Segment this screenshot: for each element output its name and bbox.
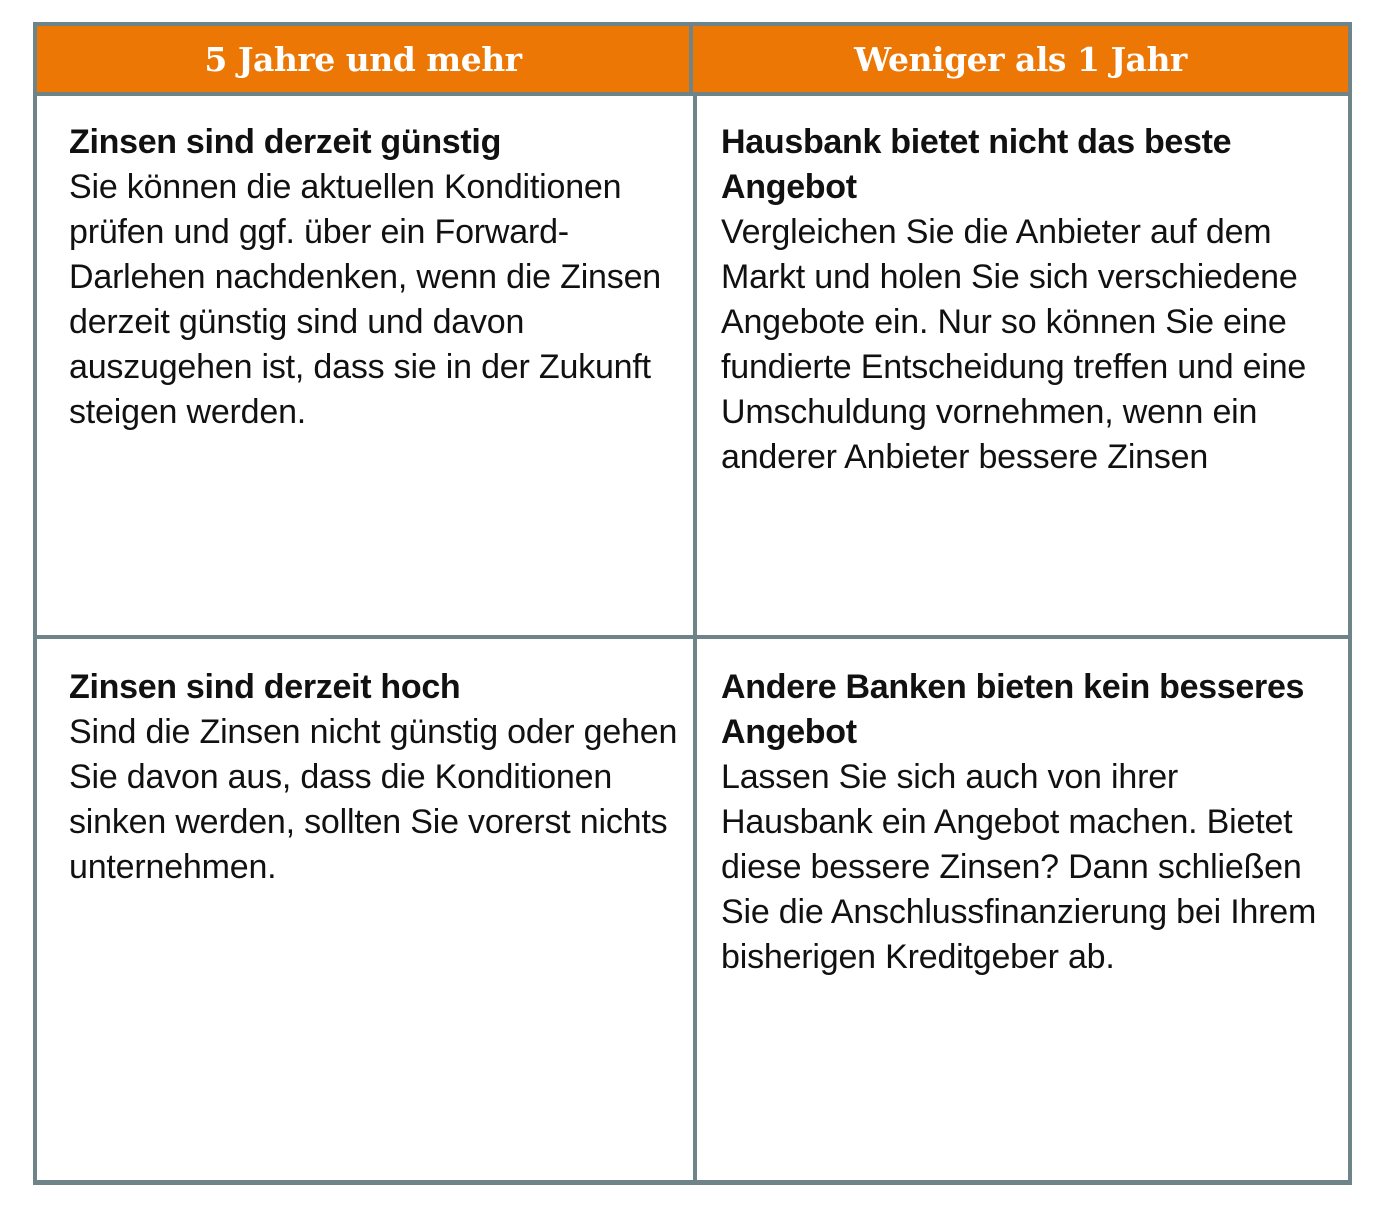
- row-divider: [37, 635, 1348, 639]
- table-cell-hausbank-not-best: [721, 120, 1331, 480]
- table-cell-other-banks-no-better: [721, 665, 1331, 980]
- cell-title: Zinsen sind derzeit günstig: [69, 123, 502, 161]
- column-header-less-than-1-year: Weniger als 1 Jahr: [854, 39, 1187, 79]
- cell-title: Zinsen sind derzeit hoch: [69, 668, 461, 706]
- column-header-5-years-plus: 5 Jahre und mehr: [37, 26, 693, 92]
- cell-body: Sind die Zinsen nicht günstig oder gehen Sie davon aus, dass die Konditionen sinken werden, sollten Sie vorerst nichts unternehmen.: [69, 713, 678, 886]
- cell-body: Sie können die aktuellen Konditionen prüfen und ggf. über ein Forward-Darlehen nachdenken, wenn die Zinsen derzeit günstig sind und davon auszugehen ist, dass sie in der Zukunft steigen werden.: [69, 168, 661, 431]
- cell-title: Hausbank bietet nicht das beste Angebot: [721, 123, 1232, 206]
- table-header-row: [37, 26, 1348, 96]
- comparison-table: [33, 22, 1352, 1185]
- table-cell-rates-high: [69, 665, 679, 890]
- table-cell-rates-favorable: [69, 120, 669, 435]
- cell-body: Vergleichen Sie die Anbieter auf dem Markt und holen Sie sich verschiedene Angebote ein. Nur so können Sie eine fundierte Entscheidung treffen und eine Umschuldung vornehmen, wenn ein anderer Anbieter bessere Zinsen: [721, 213, 1307, 476]
- cell-title: Andere Banken bieten kein besseres Angebot: [721, 668, 1305, 751]
- cell-body: Lassen Sie sich auch von ihrer Hausbank ein Angebot machen. Bietet diese bessere Zinsen? Dann schließen Sie die Anschlussfinanzierung bei Ihrem bisherigen Kreditgeber ab.: [721, 758, 1317, 976]
